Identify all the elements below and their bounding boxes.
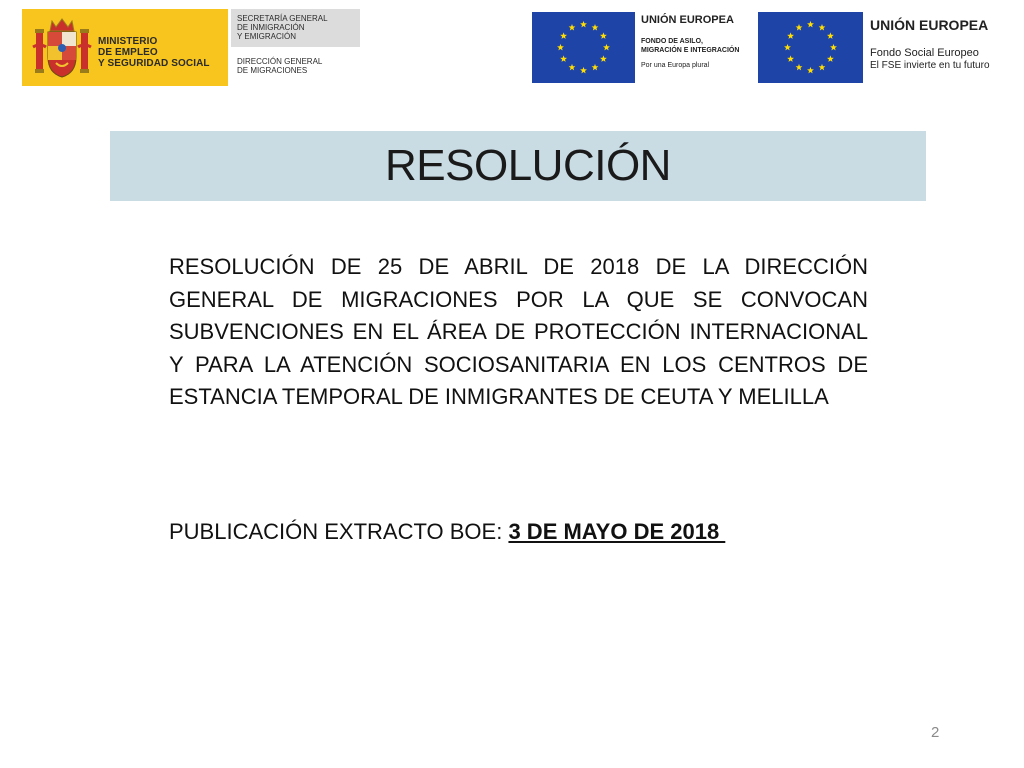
secretaria-label-box (231, 9, 360, 47)
eu-fse-logo (758, 12, 1003, 83)
eu-fami-logo (532, 12, 742, 83)
title-banner (110, 131, 926, 201)
direccion-line: DE MIGRACIONES (237, 66, 308, 75)
eu-fund-name (641, 37, 739, 55)
ministry-line: MINISTERIO (98, 36, 158, 47)
ministry-logo (22, 9, 228, 86)
eu-fund-name: Fondo Social Europeo (870, 47, 979, 59)
direccion-line: DIRECCIÓN GENERAL (237, 57, 323, 66)
secretaria-line: SECRETARÍA GENERAL (237, 14, 328, 23)
eu-title: UNIÓN EUROPEA (870, 17, 989, 33)
eu-fund-line: FONDO DE ASILO, (641, 38, 703, 45)
eu-flag-icon (758, 12, 863, 83)
publication-label: PUBLICACIÓN EXTRACTO BOE: (169, 519, 509, 544)
secretaria-line: Y EMIGRACIÓN (237, 32, 296, 41)
spanish-coat-of-arms-icon (32, 17, 92, 79)
page-title: RESOLUCIÓN (385, 141, 671, 190)
eu-fund-line: MIGRACIÓN E INTEGRACIÓN (641, 47, 740, 54)
page-number: 2 (931, 724, 940, 741)
ministry-line: Y SEGURIDAD SOCIAL (98, 58, 210, 69)
ministry-name (98, 36, 210, 69)
eu-motto: Por una Europa plural (641, 62, 710, 69)
eu-fse-text (870, 17, 990, 72)
eu-fami-text (641, 14, 739, 70)
publication-date: 3 DE MAYO DE 2018 (508, 519, 726, 544)
secretaria-line: DE INMIGRACIÓN (237, 23, 305, 32)
secretaria-name (237, 14, 328, 41)
ministry-line: DE EMPLEO (98, 47, 158, 58)
resolution-text: RESOLUCIÓN DE 25 DE ABRIL DE 2018 DE LA DIRECCIÓN GENERAL DE MIGRACIONES POR LA QUE SE CONVOCAN SUBVENCIONES EN EL ÁREA DE PROTECCIÓN INTERNACIONAL Y PARA LA ATENCIÓN SOCIOSANITARIA EN LOS CENTROS DE ESTANCIA TEMPORAL DE INMIGRANTES DE CEUTA Y MELILLA (169, 254, 868, 409)
direccion-name (237, 57, 322, 75)
eu-flag-icon (532, 12, 635, 83)
publication-line (169, 516, 725, 548)
eu-motto: El FSE invierte en tu futuro (870, 60, 990, 71)
eu-title: UNIÓN EUROPEA (641, 14, 734, 26)
